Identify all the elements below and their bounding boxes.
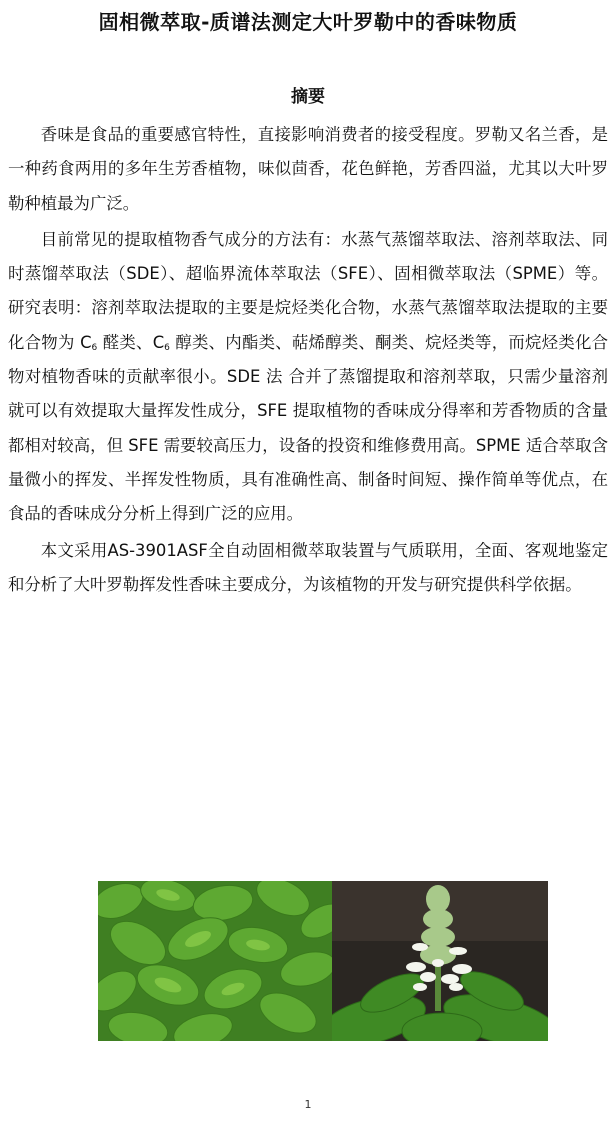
paragraph-2-part-3: 醇类、内酯类、萜烯醇类、酮类、烷烃类等，而烷烃类化合物对植物香味的贡献率很小。SDE 法 合并了蒸馏提取和溶剂萃取，只需少量溶剂就可以有效提取大量挥发性成分，SFE 提取植物的香味成分得率和芳香物质的含量都相对较高，但 SFE 需要较高压力，设备的投资和维修费用高。SPME 适合萃取含量微小的挥发、半挥发性物质，具有准确性高、制备时间短、操作简单等优点，在食品的香味成分分析上得到广泛的应用。 — [8, 332, 609, 524]
document-title: 固相微萃取-质谱法测定大叶罗勒中的香味物质 — [98, 10, 518, 34]
basil-leaves-photo — [98, 881, 332, 1041]
subscript-6-a: 6 — [91, 342, 98, 353]
paragraph-2 — [8, 223, 608, 532]
abstract-body — [8, 118, 608, 604]
paragraph-3: 本文采用AS-3901ASF全自动固相微萃取装置与气质联用，全面、客观地鉴定和分析了大叶罗勒挥发性香味主要成分，为该植物的开发与研究提供科学依据。 — [8, 540, 608, 594]
paragraph-2-part-2: 醛类、C — [97, 332, 165, 352]
subscript-6-b: 6 — [164, 342, 170, 353]
paragraph-2-part-1: 目前常见的提取植物香气成分的方法有：水蒸气蒸馏萃取法、溶剂萃取法、同时蒸馏萃取法（SDE）、超临界流体萃取法（SFE）、固相微萃取法（SPME）等。研究表明：溶剂萃取法提取的主要是烷烃类化合物，水蒸气蒸馏萃取法提取的主要化合物为 C — [8, 229, 608, 352]
abstract-heading: 摘要 — [291, 87, 325, 107]
page-number: 1 — [304, 1098, 312, 1111]
basil-photos — [98, 881, 548, 1041]
basil-flower-photo — [332, 881, 548, 1041]
paragraph-1: 香味是食品的重要感官特性，直接影响消费者的接受程度。罗勒又名兰香，是一种药食两用的多年生芳香植物，味似茴香，花色鲜艳，芳香四溢，尤其以大叶罗勒种植最为广泛。 — [8, 125, 608, 213]
